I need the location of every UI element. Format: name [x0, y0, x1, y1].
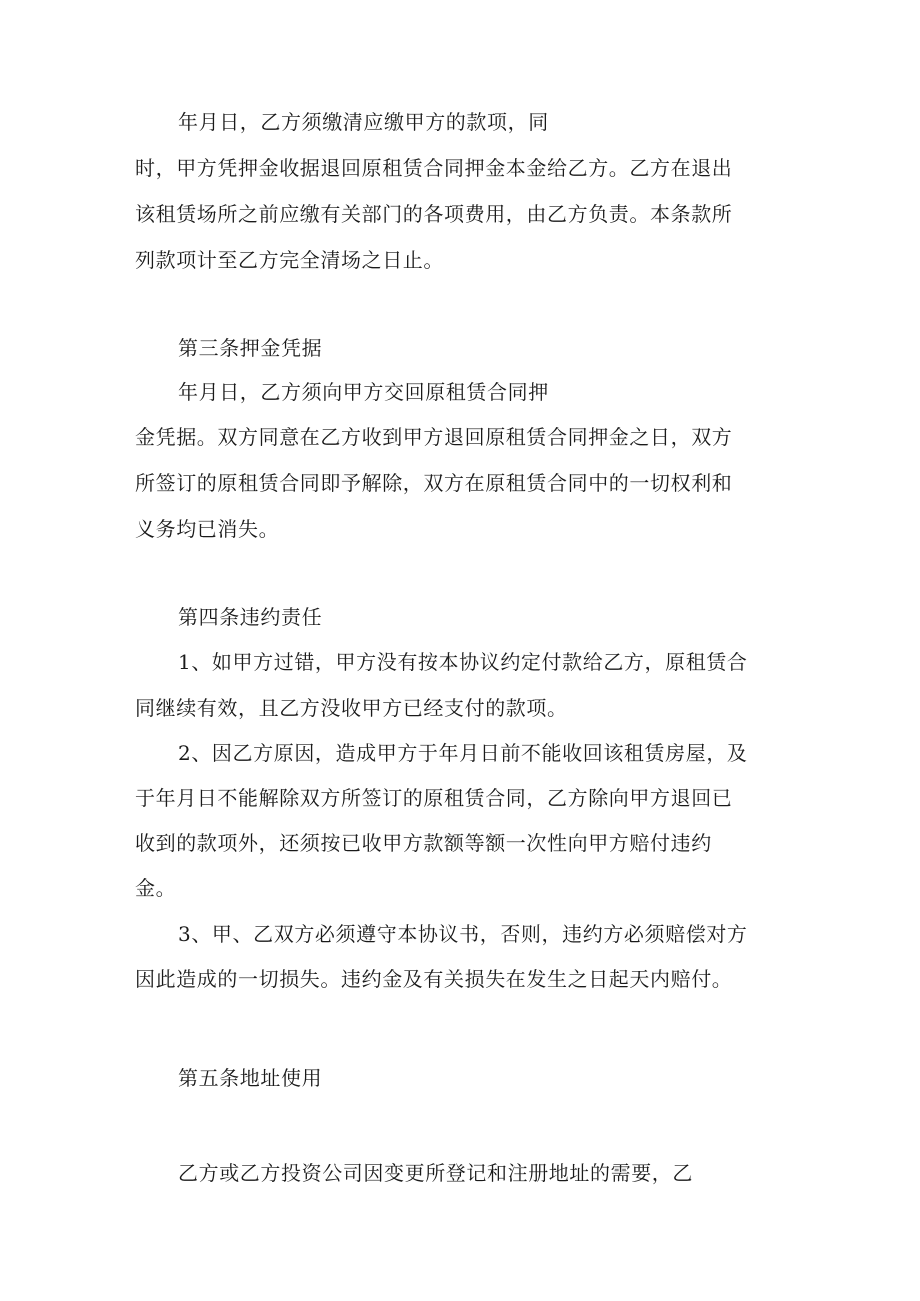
article3-text-line: 年月日，乙方须向甲方交回原租赁合同押 [178, 380, 549, 404]
article4-item3-line: 3、甲、乙双方必须遵守本协议书，否则，违约方必须赔偿对方 [178, 922, 748, 946]
article3-text-line: 所签订的原租赁合同即予解除，双方在原租赁合同中的一切权利和 [135, 471, 733, 495]
article4-heading: 第四条违约责任 [178, 605, 323, 629]
article3-text-line: 义务均已消失。 [135, 517, 280, 541]
article4-item1-line: 同继续有效，且乙方没收甲方已经支付的款项。 [135, 696, 568, 720]
article4-item2-line: 金。 [135, 876, 177, 900]
article4-item2-line: 2、因乙方原因，造成甲方于年月日前不能收回该租赁房屋，及 [178, 741, 748, 765]
article5-text-line: 乙方或乙方投资公司因变更所登记和注册地址的需要，乙 [178, 1161, 693, 1185]
payment-text-line: 该租赁场所之前应缴有关部门的各项费用，由乙方负责。本条款所 [135, 202, 733, 226]
article4-item2-line: 于年月日不能解除双方所签订的原租赁合同，乙方除向甲方退回已 [135, 786, 733, 810]
payment-text-line: 时，甲方凭押金收据退回原租赁合同押金本金给乙方。乙方在退出 [135, 156, 733, 180]
article4-item3-line: 因此造成的一切损失。违约金及有关损失在发生之日起天内赔付。 [135, 967, 733, 991]
article3-heading: 第三条押金凭据 [178, 336, 323, 360]
payment-text-line: 年月日，乙方须缴清应缴甲方的款项，同 [178, 110, 549, 134]
article4-item1-line: 1、如甲方过错，甲方没有按本协议约定付款给乙方，原租赁合 [178, 650, 748, 674]
article3-text-line: 金凭据。双方同意在乙方收到甲方退回原租赁合同押金之日，双方 [135, 425, 733, 449]
article5-heading: 第五条地址使用 [178, 1066, 323, 1090]
payment-text-line: 列款项计至乙方完全清场之日止。 [135, 248, 444, 272]
article4-item2-line: 收到的款项外，还须按已收甲方款额等额一次性向甲方赔付违约 [135, 831, 712, 855]
